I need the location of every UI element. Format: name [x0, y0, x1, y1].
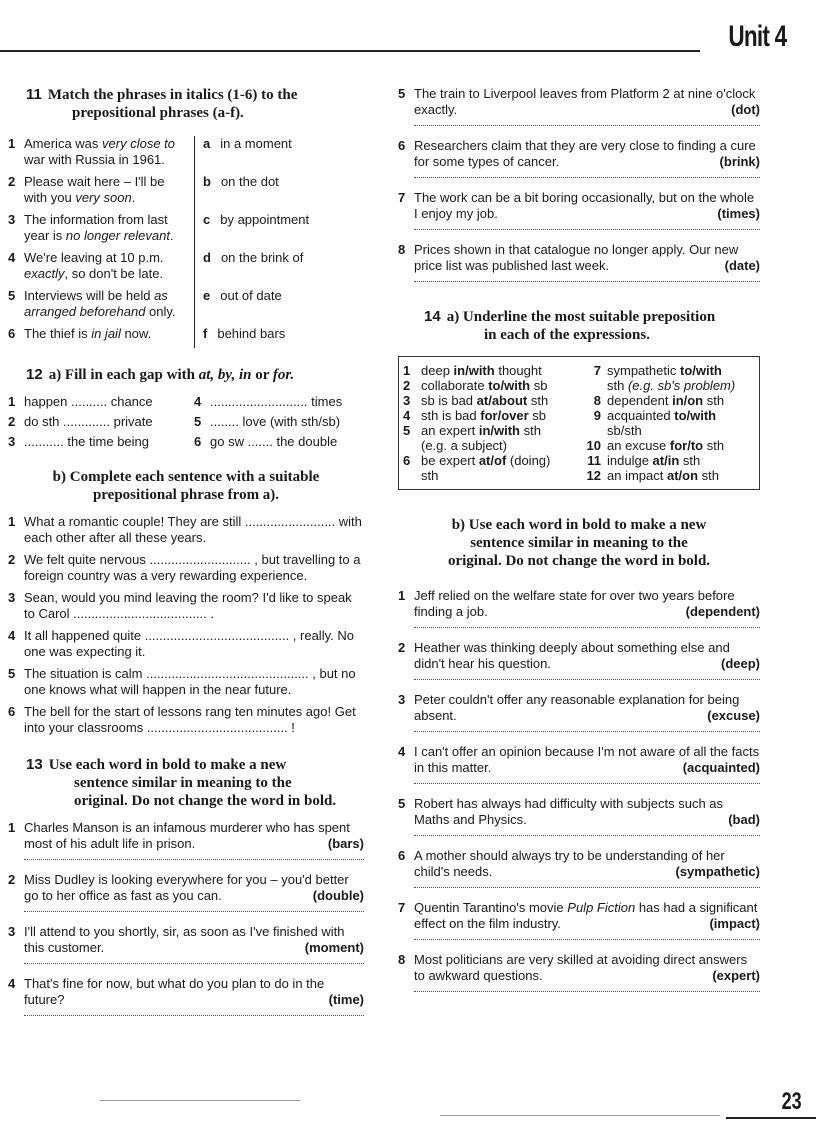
- list-item: 3 I'll attend to you shortly, sir, as soon as I've finished with this customer. (moment): [8, 924, 364, 955]
- answer-line: [24, 1014, 364, 1016]
- match-row: 3 The information from last year is no longer relevant. c by appointment: [8, 212, 364, 250]
- match-row: 5 Interviews will be held as arranged beforehand only. e out of date: [8, 288, 364, 326]
- list-item: 8 Most politicians are very skilled at avoiding direct answers to awkward questions. (expert): [398, 952, 760, 983]
- answer-line: [414, 280, 760, 282]
- answer-line: [414, 730, 760, 732]
- ex13-items-right: [398, 86, 760, 282]
- answer-line: [414, 176, 760, 178]
- answer-line: [414, 834, 760, 836]
- list-item: 5 Robert has always had difficulty with subjects such as Maths and Physics. (bad): [398, 796, 760, 827]
- answer-line: [414, 886, 760, 888]
- list-item: 3 Sean, would you mind leaving the room? I'd like to speak to Carol ..................................... .: [8, 590, 352, 621]
- footer-rule: [100, 1100, 300, 1101]
- answer-line: [414, 626, 760, 628]
- match-row: 2 Please wait here – I'll be with you very soon. b on the dot: [8, 174, 364, 212]
- ex14-expressions-box: [398, 356, 760, 490]
- list-item: 6 Researchers claim that they are very close to finding a cure for some types of cancer. (brink): [398, 138, 760, 169]
- list-item: 6 The bell for the start of lessons rang ten minutes ago! Get into your classrooms ....................................... !: [8, 704, 356, 735]
- page-number-rule: [726, 1117, 816, 1119]
- ex14-heading: 14 a) Underline the most suitable preposition in each of the expressions.: [424, 308, 716, 343]
- list-item: 4 That's fine for now, but what do you plan to do in the future? (time): [8, 976, 364, 1007]
- answer-line: [24, 910, 364, 912]
- ex13-heading: 13 Use each word in bold to make a new sentence similar in meaning to the original. Do not change the word in bold.: [26, 756, 337, 809]
- ex12-gap-list: [8, 392, 364, 452]
- list-item: 5 The situation is calm ............................................. , but no one knows what will happen in the near future.: [8, 666, 356, 697]
- list-item: 3 Peter couldn't offer any reasonable explanation for being absent. (excuse): [398, 692, 760, 723]
- header-rule: [0, 50, 700, 52]
- list-item: 1 Jeff relied on the welfare state for over two years before finding a job. (dependent): [398, 588, 760, 619]
- ex14b-heading: b) Use each word in bold to make a new sentence similar in meaning to the original. Do not change the word in bold.: [447, 517, 711, 569]
- ex12b-sentences: [8, 514, 364, 736]
- answer-line: [414, 678, 760, 680]
- match-row: 6 The thief is in jail now. f behind bars: [8, 326, 364, 348]
- footer-rule: [440, 1115, 720, 1116]
- expressions-grid: 1 deep in/with thought 7 sympathetic to/with 2 collaborate to/with sb sth (e.g. sb's problem) 3 sb is bad at/about sth 8 dependent in/on sth 4 sth is bad for/over sb 9 acquainted to/with 5 an expert in/with sth sb/sth (e.g. a subject) 10 an excuse for/to sth 6 be expert at/of (doing) 11 indulge at/in sth sth 12 an impact at/on sth: [403, 363, 736, 483]
- match-row: 4 We're leaving at 10 p.m. exactly, so don't be late. d on the brink of: [8, 250, 364, 288]
- answer-line: [414, 938, 760, 940]
- answer-line: [414, 124, 760, 126]
- answer-line: [414, 228, 760, 230]
- list-item: 2 Miss Dudley is looking everywhere for you – you'd better go to her office as fast as you can. (double): [8, 872, 364, 903]
- right-column: [398, 86, 760, 1004]
- page-number: 23: [781, 1088, 802, 1115]
- list-item: 4 It all happened quite ........................................ , really. No one was expecting it.: [8, 628, 354, 659]
- list-item: 7 Quentin Tarantino's movie Pulp Fiction has had a significant effect on the film industry. (impact): [398, 900, 760, 931]
- answer-line: [24, 858, 364, 860]
- left-column: [8, 86, 364, 1028]
- list-item: 8 Prices shown in that catalogue no longer apply. Our new price list was published last week. (date): [398, 242, 760, 273]
- unit-title: Unit 4: [727, 20, 786, 53]
- answer-line: [24, 962, 364, 964]
- list-item: 7 The work can be a bit boring occasionally, but on the whole I enjoy my job. (times): [398, 190, 760, 221]
- ex11-heading: 11 Match the phrases in italics (1-6) to the prepositional phrases (a-f).: [26, 86, 298, 121]
- gap-row: 2 do sth ............. private 5 ........ love (with sth/sb): [8, 414, 341, 429]
- ex13-items-left: [8, 820, 364, 1016]
- list-item: 2 We felt quite nervous ............................ , but travelling to a foreign country was a very rewarding experience.: [8, 552, 361, 583]
- ex14b-items: [398, 588, 760, 992]
- answer-line: [414, 990, 760, 992]
- list-item: 1 What a romantic couple! They are still ......................... with each other after all these years.: [8, 514, 362, 545]
- list-item: 1 Charles Manson is an infamous murderer who has spent most of his adult life in prison. (bars): [8, 820, 364, 851]
- list-item: 6 A mother should always try to be understanding of her child's needs. (sympathetic): [398, 848, 760, 879]
- answer-line: [414, 782, 760, 784]
- list-item: 5 The train to Liverpool leaves from Platform 2 at nine o'clock exactly. (dot): [398, 86, 760, 117]
- gap-row: 1 happen .......... chance 4 ........................... times: [8, 394, 343, 409]
- ex12b-heading: b) Complete each sentence with a suitable prepositional phrase from a).: [52, 469, 320, 503]
- gap-row: 3 ........... the time being 6 go sw ....... the double: [8, 434, 338, 449]
- ex12-heading: 12 a) Fill in each gap with at, by, in or for.: [26, 366, 295, 383]
- match-row: 1 America was very close to war with Russia in 1961. a in a moment: [8, 136, 364, 174]
- list-item: 4 I can't offer an opinion because I'm not aware of all the facts in this matter. (acquainted): [398, 744, 760, 775]
- list-item: 2 Heather was thinking deeply about something else and didn't hear his question. (deep): [398, 640, 760, 671]
- ex11-match-table: [8, 136, 364, 348]
